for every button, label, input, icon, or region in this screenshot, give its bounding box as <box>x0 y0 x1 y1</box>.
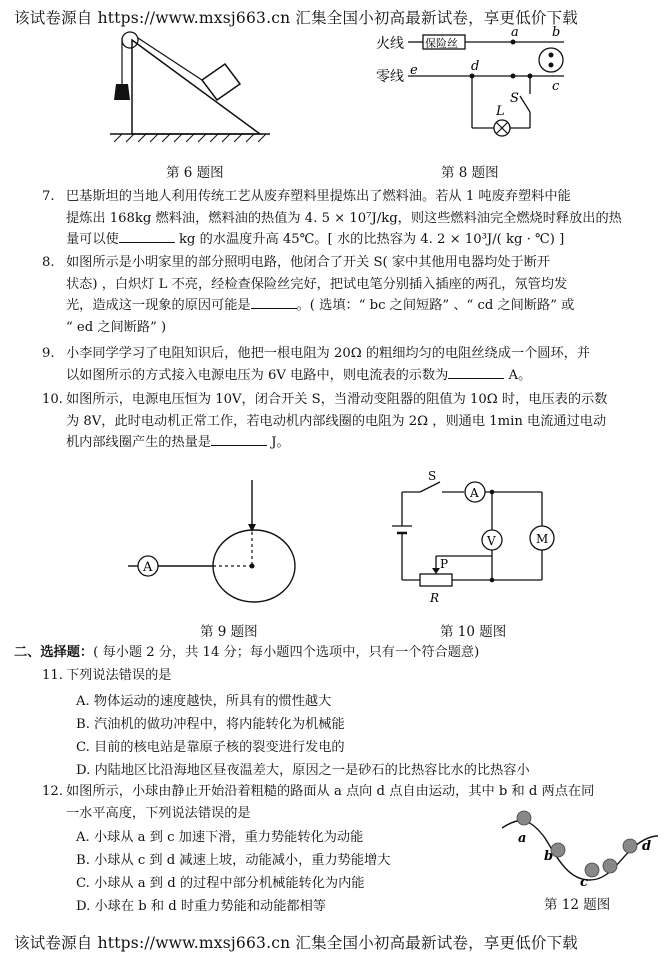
section-2-note: ( 每小题 2 分，共 14 分；每小题四个选项中，只有一个符合题意) <box>93 645 480 660</box>
banner-bottom: 该试卷源自 https://www.mxsj663.cn 汇集全国小初高最新试卷，享更低价下载 <box>14 934 579 952</box>
fig12-b-label: b <box>544 849 554 864</box>
fig9-diagram <box>128 478 308 608</box>
fig9-ammeter-label: A <box>143 560 153 575</box>
question-7 <box>42 186 657 251</box>
q12-line1: 如图所示，小球由静止开始沿着粗糙的路面从 a 点向 d 点自由运动，其中 b 和 d 两点在同 <box>66 784 595 799</box>
q12-option-b[interactable]: B. 小球从 c 到 d 减速上坡，动能减小，重力势能增大 <box>76 853 391 868</box>
q11-stem: 下列说法错误的是 <box>66 668 172 683</box>
fig12-caption: 第 12 题图 <box>544 897 611 913</box>
question-9 <box>42 343 657 386</box>
fig10-circuit <box>380 470 580 610</box>
fig8-live-label: 火线 <box>376 36 404 52</box>
q12-option-a[interactable]: A. 小球从 a 到 c 加速下滑，重力势能转化为动能 <box>76 830 364 845</box>
fig10-slider-label: P <box>440 557 449 571</box>
q8-line3a: 光，造成这一现象的原因可能是 <box>66 298 251 313</box>
q8-line3b: 。( 选填：“ bc 之间短路” 、“ cd 之间断路” 或 <box>296 298 575 313</box>
q10-line1: 如图所示，电源电压恒为 10V，闭合开关 S，当滑动变阻器的阻值为 10Ω 时，电压表的示数 <box>66 392 608 407</box>
q7-line1: 巴基斯坦的当地人利用传统工艺从废弃塑料里提炼出了燃料油。若从 1 吨废弃塑料中能 <box>66 189 571 204</box>
question-8 <box>42 252 657 338</box>
q10-answer-blank[interactable] <box>211 433 267 446</box>
fig10-resistor-label: R <box>430 591 440 605</box>
question-10 <box>42 389 657 454</box>
fig8-neutral-label: 零线 <box>376 69 404 85</box>
fig10-voltmeter-label: V <box>487 534 496 548</box>
fig10-caption: 第 10 题图 <box>440 624 507 640</box>
section-2-title: 二、选择题： <box>14 645 94 660</box>
banner-top: 该试卷源自 https://www.mxsj663.cn 汇集全国小初高最新试卷，享更低价下载 <box>14 9 579 27</box>
q11-option-c[interactable]: C. 目前的核电站是靠原子核的裂变进行发电的 <box>76 740 345 755</box>
fig8-fuse-label: 保险丝 <box>425 37 458 50</box>
q8-line4: “ ed 之间断路” ) <box>66 319 167 335</box>
fig6-diagram <box>100 22 280 144</box>
fig8-c-label: c <box>552 79 560 94</box>
q7-number: 7. <box>42 189 55 204</box>
q12-option-d[interactable]: D. 小球在 b 和 d 时重力势能和动能都相等 <box>76 899 326 914</box>
q10-number: 10. <box>42 392 63 407</box>
fig10-motor-label: M <box>536 532 549 546</box>
fig8-e-label: e <box>410 63 418 78</box>
q8-line2: 状态) ，白炽灯 L 不亮，经检查保险丝完好，把试电笔分别插入插座的两孔，氖管均发 <box>66 276 568 292</box>
q8-number: 8. <box>42 255 55 270</box>
q12-line2: 一水平高度，下列说法错误的是 <box>66 805 251 821</box>
q9-answer-blank[interactable] <box>448 366 504 379</box>
fig6-caption: 第 6 题图 <box>166 165 224 181</box>
q10-line3b: J。 <box>267 435 290 450</box>
fig12-diagram <box>500 808 660 888</box>
q9-line1: 小李同学学习了电阻知识后，他把一根电阻为 20Ω 的粗细均匀的电阻丝绕成一个圆环，并 <box>66 346 591 361</box>
question-11 <box>42 665 657 687</box>
fig8-caption: 第 8 题图 <box>441 165 499 181</box>
q7-line3a: 量可以使 <box>66 232 119 247</box>
section-2-heading <box>14 642 479 664</box>
q8-line1: 如图所示是小明家里的部分照明电路，他闭合了开关 S( 家中其他用电器均处于断开 <box>66 255 551 270</box>
q11-number: 11. <box>42 668 63 683</box>
fig9-caption: 第 9 题图 <box>200 624 258 640</box>
fig8-b-label: b <box>552 25 561 40</box>
fig12-c-label: c <box>580 875 588 888</box>
q9-number: 9. <box>42 346 55 361</box>
fig8-d-label: d <box>471 59 480 74</box>
q11-option-b[interactable]: B. 汽油机的做功冲程中，将内能转化为机械能 <box>76 717 345 732</box>
q7-line2: 提炼出 168kg 燃料油，燃料油的热值为 4. 5 × 10⁷J/kg，则这些燃料油完全燃烧时释放出的热 <box>66 210 622 226</box>
fig8-a-label: a <box>511 25 519 40</box>
q12-option-c[interactable]: C. 小球从 a 到 d 的过程中部分机械能转化为内能 <box>76 876 365 891</box>
q9-line2a: 以如图所示的方式接入电源电压为 6V 电路中，则电流表的示数为 <box>66 367 449 383</box>
q7-answer-blank[interactable] <box>119 230 175 243</box>
q8-answer-blank[interactable] <box>251 296 297 309</box>
fig8-lamp-label: L <box>496 104 505 119</box>
q9-line2b: A。 <box>504 367 532 383</box>
fig12-a-label: a <box>518 831 527 846</box>
q10-line3a: 机内部线圈产生的热量是 <box>66 435 212 450</box>
q11-option-d[interactable]: D. 内陆地区比沿海地区昼夜温差大，原因之一是砂石的比热容比水的比热容小 <box>76 763 530 778</box>
fig10-ammeter-label: A <box>470 486 479 500</box>
q11-option-a[interactable]: A. 物体运动的速度越快，所具有的惯性越大 <box>76 694 332 709</box>
q7-line3b: kg 的水温度升高 45℃。[ 水的比热容为 4. 2 × 10³J/( kg · ℃) ] <box>174 232 565 247</box>
fig8-switch-label: S <box>510 91 519 106</box>
fig8-circuit <box>368 20 578 152</box>
fig12-d-label: d <box>642 839 652 854</box>
q12-number: 12. <box>42 784 63 799</box>
q10-line2: 为 8V，此时电动机正常工作，若电动机内部线圈的电阻为 2Ω ，则通电 1min 电流通过电动 <box>66 413 607 429</box>
fig10-switch-label: S <box>428 470 437 483</box>
